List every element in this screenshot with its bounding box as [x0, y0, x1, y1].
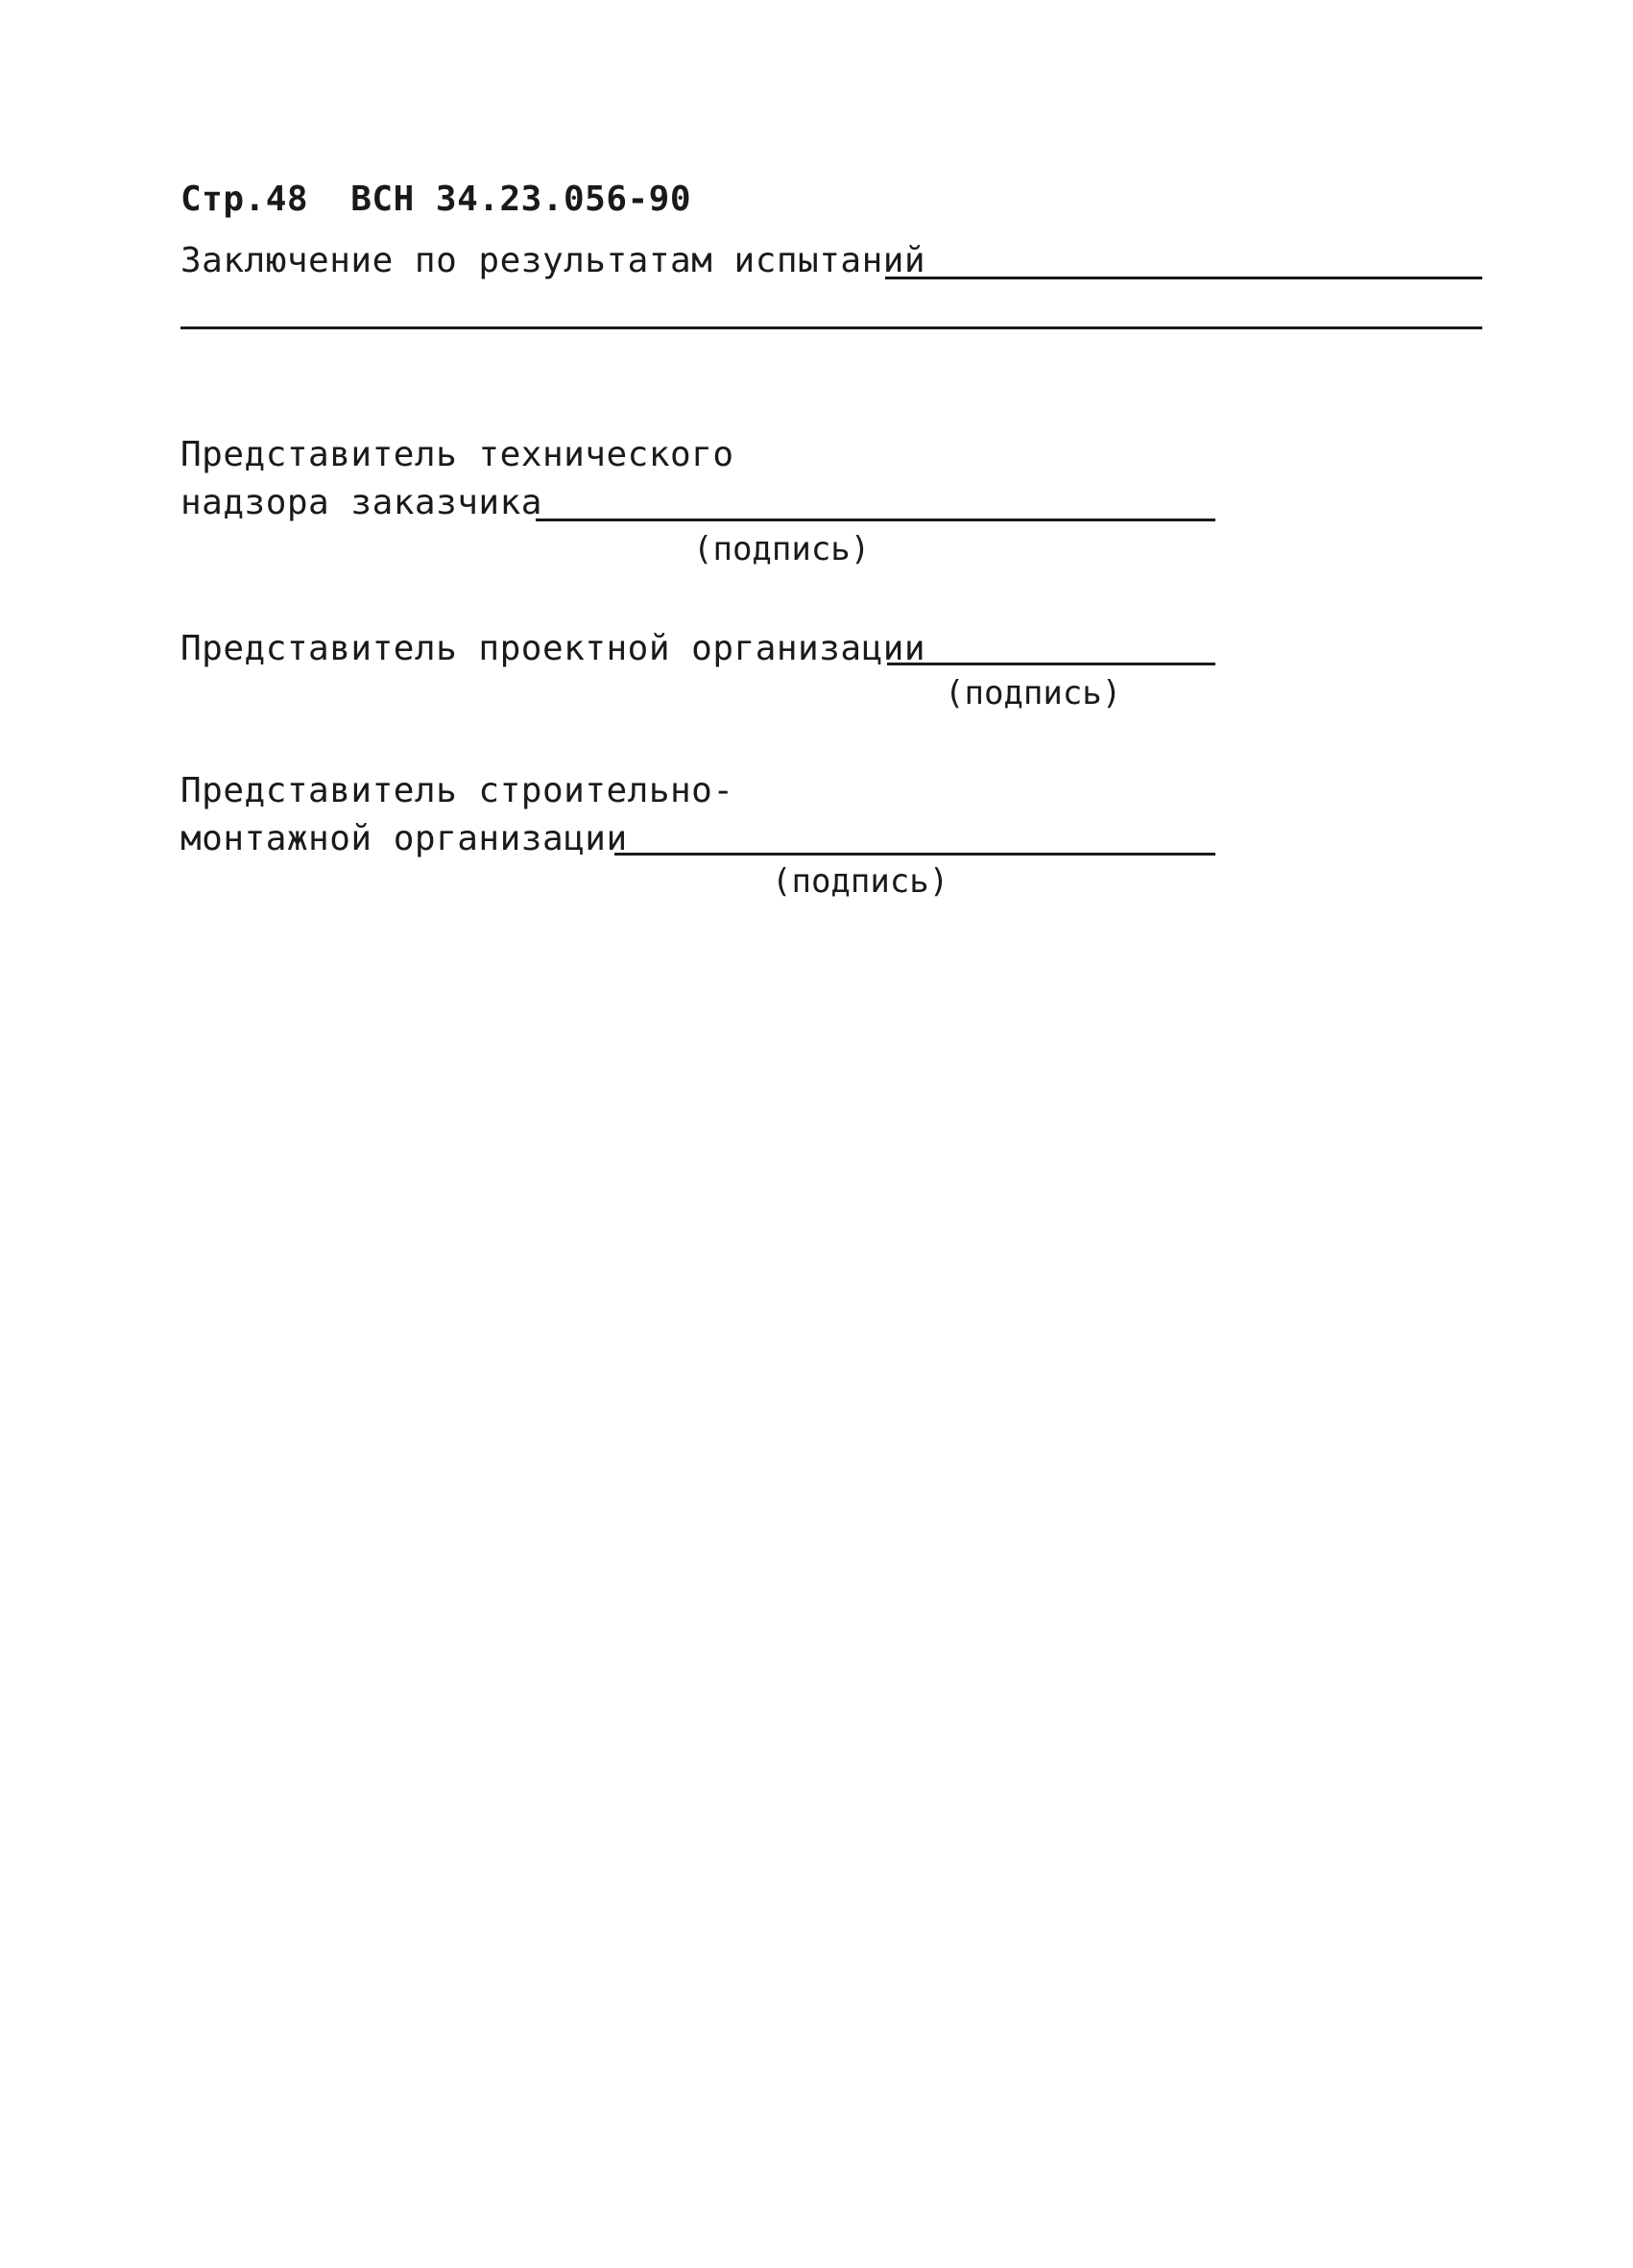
tech-supervision-signature-caption: (подпись) [693, 530, 871, 568]
construction-org-label-line2: монтажной организации [180, 819, 628, 858]
conclusion-field-line-2[interactable] [180, 326, 1482, 329]
conclusion-label: Заключение по результатам испытаний [180, 241, 926, 280]
design-org-label: Представитель проектной организации [180, 629, 926, 668]
conclusion-field-line-1[interactable] [885, 277, 1482, 279]
page-header [180, 179, 691, 221]
construction-org-signature-line[interactable] [614, 853, 1215, 856]
construction-org-label-line1: Представитель строительно- [180, 771, 734, 810]
tech-supervision-signature-line[interactable] [536, 519, 1215, 521]
construction-org-signature-caption: (подпись) [772, 862, 949, 901]
design-org-signature-caption: (подпись) [945, 674, 1122, 712]
design-org-signature-line[interactable] [887, 663, 1215, 665]
tech-supervision-label-line1: Представитель технического [180, 435, 734, 474]
doc-code: ВСН 34.23.056-90 [350, 180, 692, 219]
page-label: Стр.48 [180, 180, 309, 219]
tech-supervision-label-line2: надзора заказчика [180, 483, 542, 522]
